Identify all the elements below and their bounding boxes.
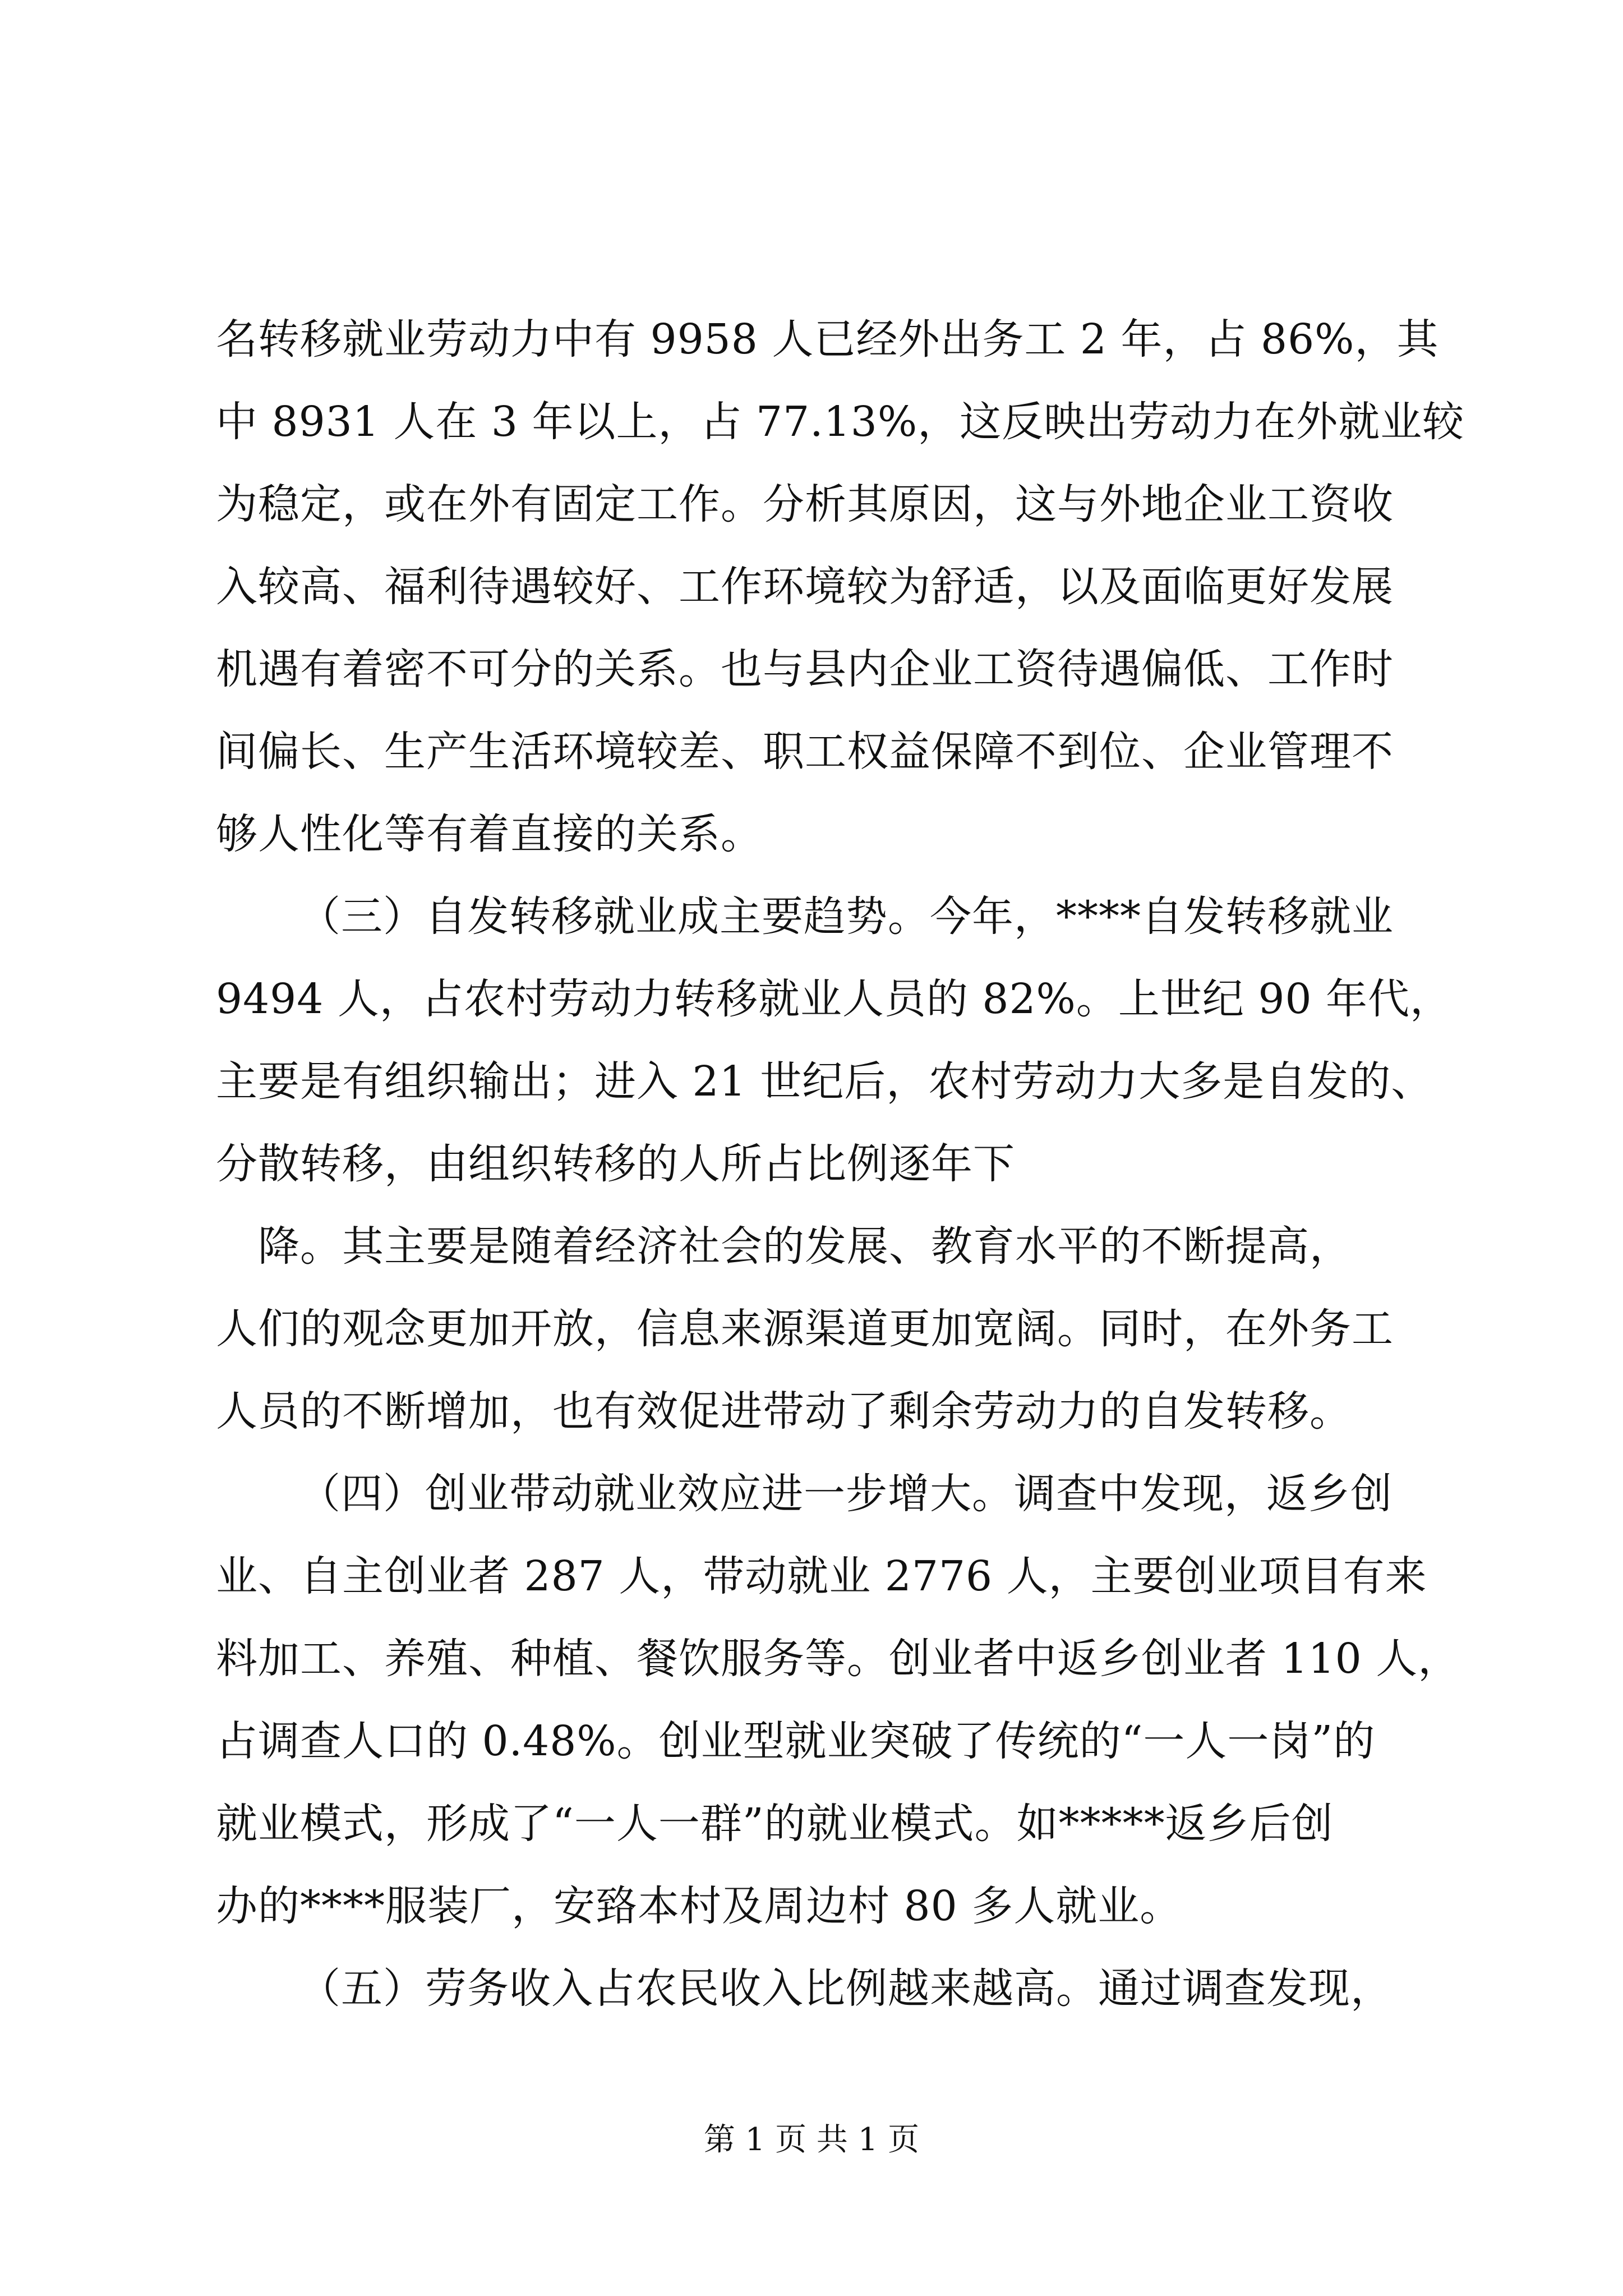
text-line: 业、自主创业者 287 人，带动就业 2776 人，主要创业项目有来 xyxy=(216,1552,1427,1600)
text-line: 够人性化等有着直接的关系。 xyxy=(216,810,763,858)
text-line: 机遇有着密不可分的关系。也与县内企业工资待遇偏低、工作时 xyxy=(216,645,1394,693)
text-line: 就业模式，形成了“一人一群”的就业模式。如*****返乡后创 xyxy=(216,1800,1334,1848)
paragraph-heading-4: （四）创业带动就业效应进一步增大。调查中发现，返乡创 xyxy=(299,1470,1393,1518)
text-line: 名转移就业劳动力中有 9958 人已经外出务工 2 年，占 86%，其 xyxy=(216,315,1439,364)
text-line: 9494 人，占农村劳动力转移就业人员的 82%。上世纪 90 年代， xyxy=(216,975,1453,1023)
text-line: 人们的观念更加开放，信息来源渠道更加宽阔。同时，在外务工 xyxy=(216,1305,1394,1353)
text-line: 主要是有组织输出；进入 21 世纪后，农村劳动力大多是自发的、 xyxy=(216,1057,1433,1106)
text-line: 间偏长、生产生活环境较差、职工权益保障不到位、企业管理不 xyxy=(216,728,1394,776)
text-line: 为稳定，或在外有固定工作。分析其原因，这与外地企业工资收 xyxy=(216,480,1394,528)
text-line: 降。其主要是随着经济社会的发展、教育水平的不断提高， xyxy=(258,1222,1352,1271)
page-footer: 第 1 页 共 1 页 xyxy=(703,2122,920,2158)
text-line: 人员的不断增加，也有效促进带动了剩余劳动力的自发转移。 xyxy=(216,1387,1352,1435)
paragraph-heading-3: （三）自发转移就业成主要趋势。今年，****自发转移就业 xyxy=(299,892,1394,941)
text-line: 占调查人口的 0.48%。创业型就业突破了传统的“一人一岗”的 xyxy=(216,1717,1376,1765)
text-line: 料加工、养殖、种植、餐饮服务等。创业者中返乡创业者 110 人， xyxy=(216,1635,1460,1683)
document-body xyxy=(216,298,1465,2030)
text-line: 入较高、福利待遇较好、工作环境较为舒适，以及面临更好发展 xyxy=(216,563,1394,611)
text-line: 分散转移，由组织转移的人所占比例逐年下 xyxy=(216,1140,1015,1188)
text-line: 办的****服装厂，安臵本村及周边村 80 多人就业。 xyxy=(216,1882,1182,1930)
paragraph-heading-5: （五）劳务收入占农民收入比例越来越高。通过调查发现， xyxy=(299,1964,1393,2013)
text-line: 中 8931 人在 3 年以上，占 77.13%，这反映出劳动力在外就业较 xyxy=(216,398,1465,446)
